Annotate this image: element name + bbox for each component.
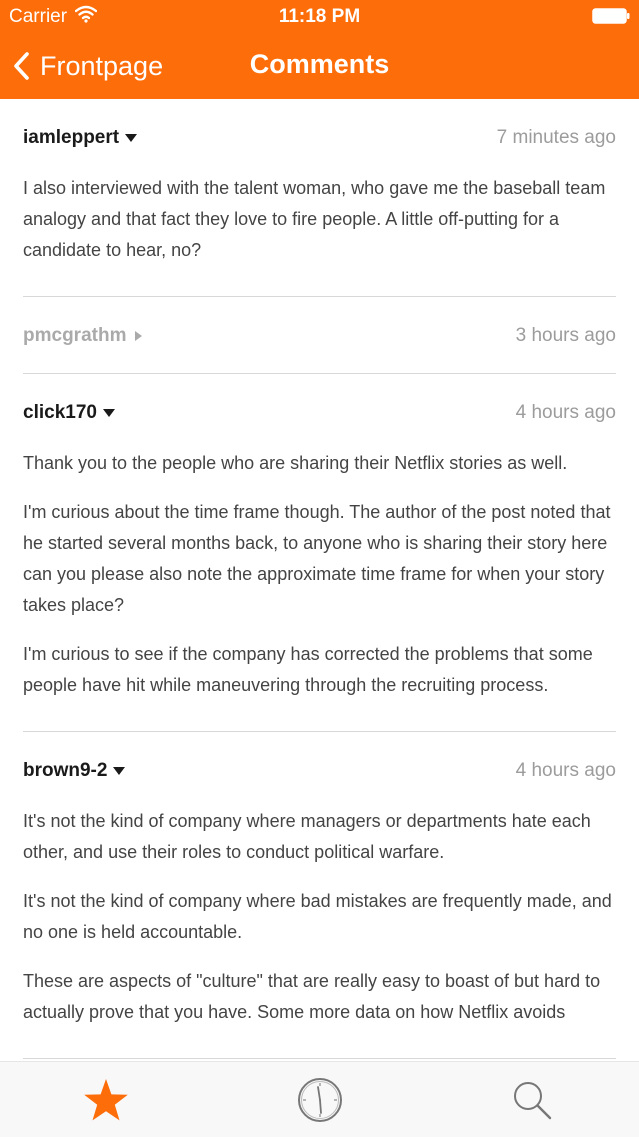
battery-icon xyxy=(592,8,630,24)
status-time: 11:18 PM xyxy=(278,6,361,27)
comment-paragraph: I also interviewed with the talent woman, who gave me the baseball team analogy and that fact they love to fire people. A little off-putting for a candidate to hear, no? xyxy=(23,178,606,260)
tab-search[interactable] xyxy=(482,1062,582,1137)
comment-paragraph: It's not the kind of company where managers or departments hate each other, and use their roles to conduct political warfare. xyxy=(23,811,591,862)
comment-author[interactable] xyxy=(23,127,137,149)
comment xyxy=(23,374,616,732)
comment-time: 7 minutes ago xyxy=(496,127,616,148)
comment-author[interactable] xyxy=(23,325,144,347)
comment xyxy=(23,99,616,297)
navigation-bar xyxy=(0,34,639,99)
comment-collapsed xyxy=(23,297,616,374)
tab-bar xyxy=(0,1061,639,1137)
author-name: brown9-2 xyxy=(23,760,108,781)
clock-icon xyxy=(297,1077,343,1123)
caret-down-icon xyxy=(113,766,125,776)
tab-favorites[interactable] xyxy=(56,1062,156,1137)
comment-author[interactable] xyxy=(23,760,125,782)
caret-right-icon xyxy=(132,331,144,341)
header xyxy=(0,0,639,99)
comment-time: 3 hours ago xyxy=(515,325,616,346)
status-bar xyxy=(0,0,639,34)
comment-author[interactable] xyxy=(23,402,115,424)
comment-paragraph: I'm curious to see if the company has corrected the problems that some people have hit while maneuvering through the recruiting process. xyxy=(23,644,593,695)
comment-body xyxy=(23,788,616,1058)
comment-header[interactable] xyxy=(23,374,616,430)
comment-time: 4 hours ago xyxy=(515,760,616,781)
comment xyxy=(23,732,616,1059)
caret-down-icon xyxy=(103,408,115,418)
search-icon xyxy=(511,1079,553,1121)
comments-list[interactable] xyxy=(0,99,639,1061)
caret-down-icon xyxy=(125,133,137,143)
star-icon xyxy=(83,1078,129,1122)
page-title: Comments xyxy=(249,49,390,79)
comment-header[interactable] xyxy=(23,99,616,155)
comment-paragraph: Thank you to the people who are sharing their Netflix stories as well. xyxy=(23,453,568,473)
carrier-label: Carrier xyxy=(9,6,68,27)
comment-header[interactable] xyxy=(23,732,616,788)
author-name: iamleppert xyxy=(23,127,120,148)
comment-body xyxy=(23,430,616,731)
author-name: click170 xyxy=(23,402,97,423)
comment-paragraph: I'm curious about the time frame though. The author of the post noted that he started several months back, to anyone who is sharing their story here can you please also note the approximate time frame for when your story takes place? xyxy=(23,502,611,615)
comment-time: 4 hours ago xyxy=(515,402,616,423)
back-label: Frontpage xyxy=(40,50,164,81)
comment-paragraph: It's not the kind of company where bad mistakes are frequently made, and no one is held accountable. xyxy=(23,891,612,942)
comment-body xyxy=(23,155,616,296)
comment-header[interactable] xyxy=(23,297,616,373)
author-name: pmcgrathm xyxy=(23,325,127,346)
tab-recent[interactable] xyxy=(270,1062,370,1137)
comment-paragraph: These are aspects of "culture" that are really easy to boast of but hard to actually prove that you have. Some more data on how Netflix avoids xyxy=(23,971,601,1022)
